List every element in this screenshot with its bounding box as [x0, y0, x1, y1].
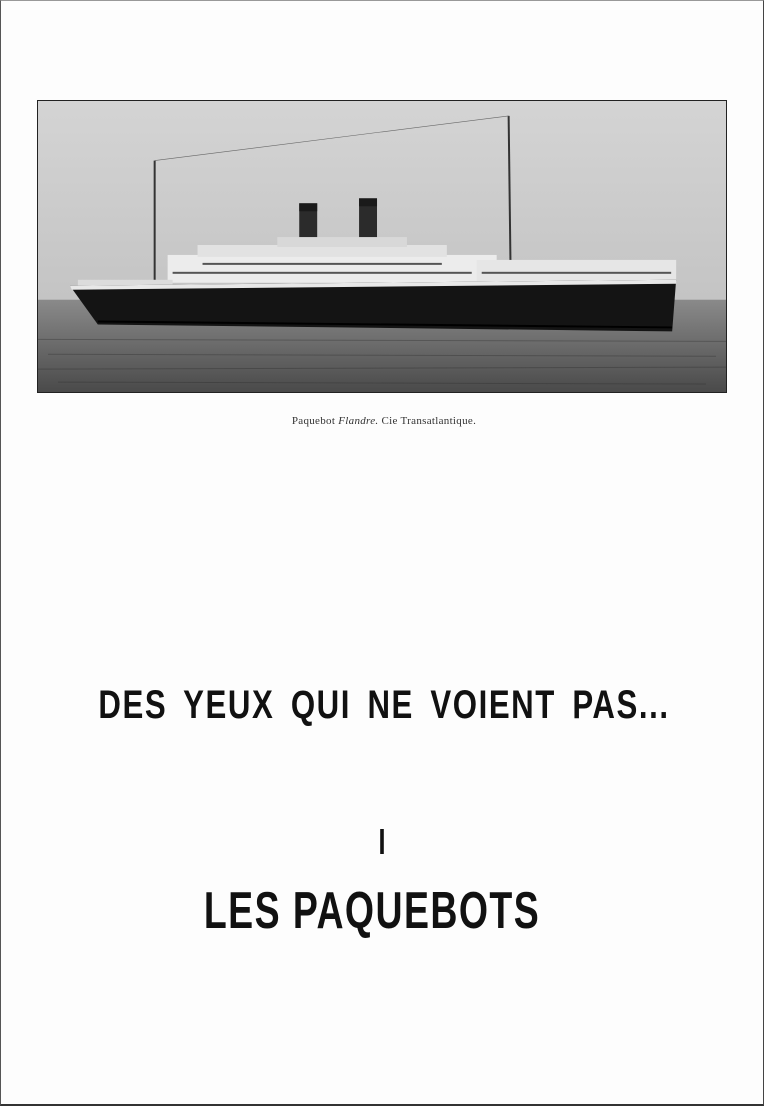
chapter-title: LES PAQUEBOTS [203, 882, 541, 940]
photo-caption [1, 415, 766, 427]
section-title: DES YEUX QUI NE VOIENT PAS... [98, 683, 670, 727]
caption-ship-name: Flandre. [338, 415, 379, 427]
steamship-illustration [38, 101, 726, 392]
caption-prefix: Paquebot [291, 415, 336, 427]
chapter-number: I [378, 821, 386, 862]
caption-suffix: Cie Transatlantique. [381, 415, 477, 427]
steamship-photo [37, 100, 727, 393]
